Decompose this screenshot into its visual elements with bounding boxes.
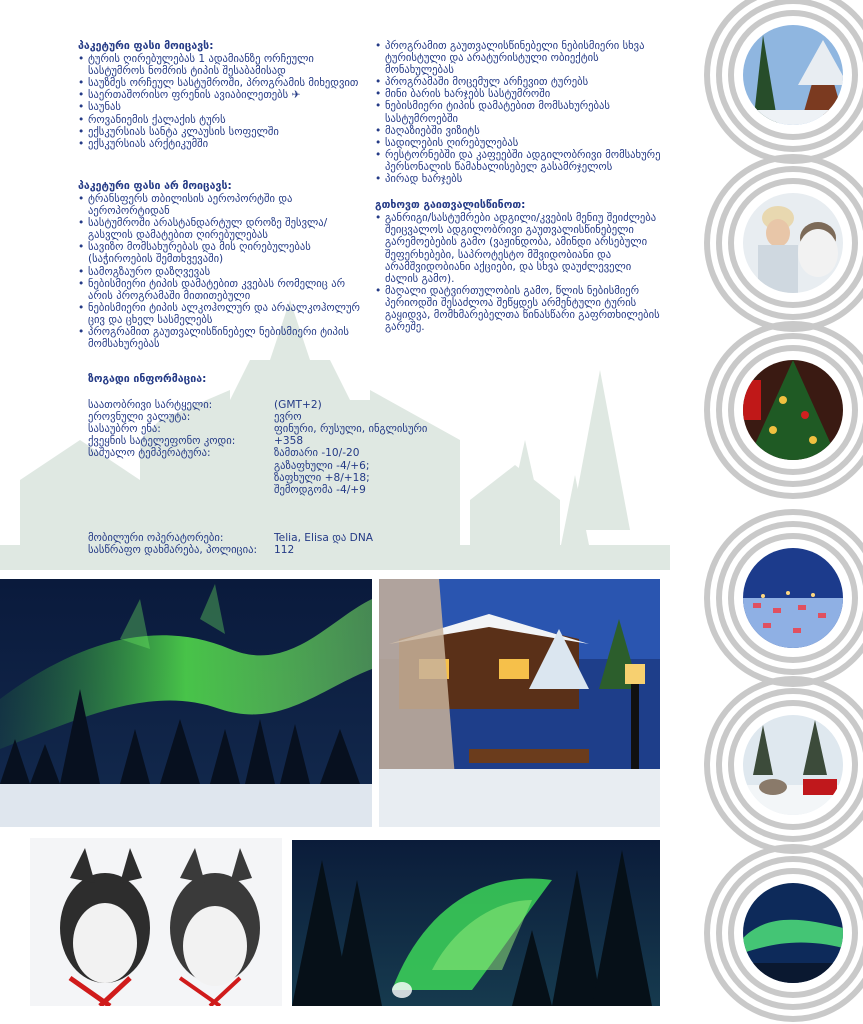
woman-husky-photo [743,193,843,293]
included-list-continued [375,40,665,185]
info-value: გაზაფხული -4/+6; [274,459,370,472]
excluded-item: • ნებისმიერი ტიპის დამატებით კვებას რომელიც არ არის პროგრამაში მითითებული [78,278,370,302]
reindeer-sleigh-photo [743,715,843,815]
excluded-item: • სავიზო მომსახურებას და მის ღირებულებას (საჭიროების შემთხვევაში) [78,241,370,265]
info-label: მობილური ოპერატორები: [88,531,224,544]
general-info-heading: ზოგადი ინფორმაცია: [88,373,207,385]
info-row [88,423,588,435]
info-row [88,544,588,556]
info-value: ევრო [274,411,302,424]
excluded-item: • სასტუმროში არასტანდარტულ დროზე შესვლა/გასვლის დამატებით ღირებულებას [78,217,370,241]
aurora-lake-photo [743,883,843,983]
info-row [88,399,588,411]
excluded-item: • ტრანსფერს თბილისის აეროპორტში და აეროპორტიდან [78,193,370,217]
christmas-tree-photo [743,360,843,460]
included-item: • ექსკურსიას სანტა კლაუსის სოფელში [78,126,370,138]
included-item: • საუნას [78,101,370,113]
info-value: Telia, Elisa და DNA [274,531,373,544]
included-item: • სადილების ღირებულებას [375,137,665,149]
included-item: • ექსკურსიას არქტიკუმში [78,138,370,150]
included-item: • მინი ბარის ხარჯებს სასტუმროში [375,88,665,100]
included-item: • პროგრამით გაუთვალისწინებელი ნებისმიერი სხვა ტურისტული და არატურისტული ობიექტის მონახულებას [375,40,665,76]
right-column [375,40,665,333]
included-item: • ნებისმიერი ტიპის დამატებით მომსახურებას სასტუმროებში [375,100,665,124]
included-list [78,53,370,150]
christmas-cabin-photo [743,25,843,125]
info-value: ფინური, რუსული, ინგლისური [274,423,428,436]
excluded-item: • ნებისმიერი ტიპის ალკოჰოლურ და არაალკოჰოლურ ცივ და ცხელ სასმელებს [78,302,370,326]
included-heading: პაკეტური ფასი მოიცავს: [78,40,214,52]
info-row [88,411,588,423]
included-item: • როვანიემის ქალაქის ტურს [78,114,370,126]
aurora-forest-photo [0,579,372,827]
excluded-item: • პროგრამით გაუთვალისწინებელ ნებისმიერი ტიპის მომსახურებას [78,326,370,350]
info-value: შემოდგომა -4/+9 [274,483,366,496]
included-item: • საერთაშორისო ფრენის ავიაბილეთებს ✈ [78,89,370,101]
aurora-trees-photo [292,840,660,1006]
excluded-item: • სამოგზაურო დაზღვევას [78,266,370,278]
info-label: სასწრაფო დახმარება, პოლიცია: [88,543,258,556]
info-value-list [274,447,574,495]
notes-heading: გთხოვთ გაითვალისწინოთ: [375,199,526,212]
notes-list [375,212,665,333]
info-row [88,532,588,544]
info-value: ზამთარი -10/-20 [274,447,360,460]
info-label: ქვეყნის სატელეფონო კოდი: [88,435,236,448]
excluded-list [78,193,370,350]
info-label: სასაუბრო ენა: [88,423,161,436]
info-row [88,435,588,447]
included-item: • პირად ხარჯებს [375,173,665,185]
notes-item: • მაღალი დატვირთულობის გამო, წლის ნებისმიერ პერიოდში შესაძლოა შეწყდეს არმენტული ტურის გაყიდვა, მომხმარებელთა წინასწარი გაფრთხილების გარეშე. [375,285,665,333]
included-item: • რესტორნებში და კაფეებში ადგილობრივი მომსახურე პერსონალის წამახალისებელ გასამრჯელოს [375,149,665,173]
general-info [88,373,588,556]
info-value: +358 [274,435,304,448]
husky-dogs-photo [30,838,282,1006]
info-label: საათობრივი სარტყელი: [88,399,213,412]
notes-item: • განრიგი/სასტუმრები ადგილი/კვების მენიუ შეიძლება შეიცვალოს ადგილობრივი გაუთვალისწინებელი გარემოებების გამო (ვაჟინდობა, ამინდი არსებული შეფერხებები, საპროტესტო მშვიდობიანი და არამშვიდობიანი აქციები, და სხვა დაუძლეველი ძალის გამო). [375,212,665,285]
included-item: • ტურის ღირებულებას 1 ადამიანზე ორჩეული სასტუმროს ნომრის ტიპის შესაბამისად [78,53,370,77]
included-item: • მაღაზიებში ვიზიტს [375,125,665,137]
included-item: • პროგრამაში მოცემულ არჩევით ტურებს [375,76,665,88]
snowy-village-photo [379,579,660,827]
info-label: საშუალო ტემპერატურა: [88,447,211,460]
night-village-photo [743,548,843,648]
excluded-heading: პაკეტური ფასი არ მოიცავს: [78,179,232,192]
info-value: ზაფხული +8/+18; [274,471,370,484]
included-item: • საუზმეს ორჩეულ სასტუმროში, პროგრამის მიხედვით [78,77,370,89]
info-value: 112 [274,543,295,556]
decorative-rings [693,0,863,1024]
left-column [78,40,370,350]
info-label: ეროვნული ვალუტა: [88,411,191,424]
info-row [88,447,588,495]
info-value: (GMT+2) [274,399,322,412]
